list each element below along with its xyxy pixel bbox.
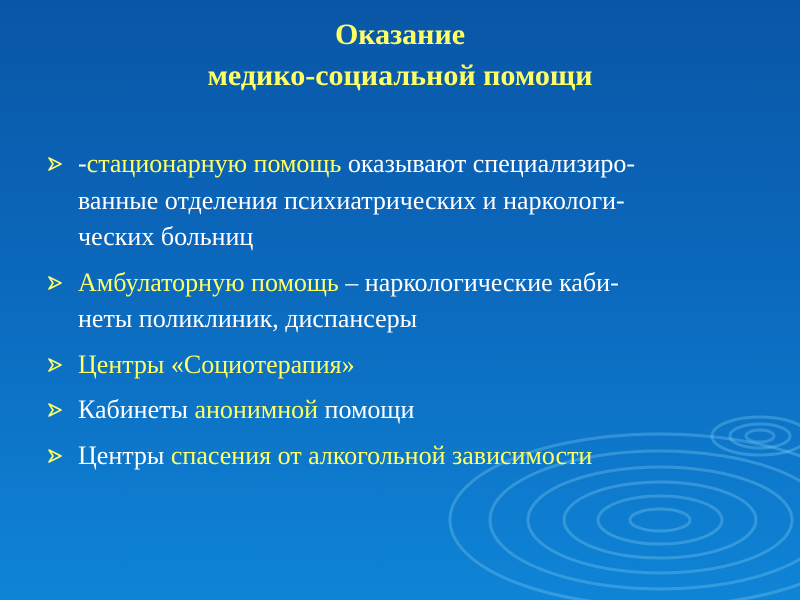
bullet-outpatient-care xyxy=(46,265,746,338)
bullet-text: - xyxy=(78,149,87,178)
slide-title-line-2: медико-социальной помощи xyxy=(207,59,593,92)
bullet-highlight: спасения от алкогольной зависимости xyxy=(170,440,593,470)
bullet-anonymous-offices xyxy=(46,392,746,429)
bullet-highlight: анонимной xyxy=(194,395,319,424)
bullet-line xyxy=(78,347,746,384)
bullet-highlight: стационарную помощь xyxy=(86,149,342,178)
arrowhead-bullet-icon xyxy=(48,449,62,463)
arrowhead-bullet-icon xyxy=(48,157,62,171)
bullet-text: оказывают специализиро- xyxy=(341,149,636,178)
bullet-line: неты поликлиник, диспансеры xyxy=(78,304,418,333)
bullet-inpatient-care xyxy=(46,146,746,256)
bullet-text: Кабинеты xyxy=(78,395,195,424)
bullet-text: Центры xyxy=(78,440,171,470)
bullet-sociotherapy-centers xyxy=(46,347,746,384)
bullet-line xyxy=(78,146,746,183)
bullet-text: – наркологические каби- xyxy=(338,267,619,297)
arrowhead-bullet-icon xyxy=(48,276,62,290)
bullet-line xyxy=(78,265,746,302)
bullet-highlight: Амбулаторную помощь xyxy=(78,267,339,297)
arrowhead-bullet-icon xyxy=(48,403,62,417)
bullet-alcohol-rescue-centers xyxy=(46,438,746,475)
slide-title-line-1: Оказание xyxy=(334,18,466,51)
bullet-list xyxy=(46,146,746,483)
bullet-text: помощи xyxy=(318,395,415,424)
arrowhead-bullet-icon xyxy=(48,358,62,372)
bullet-line xyxy=(78,392,746,429)
bullet-line: ческих больниц xyxy=(78,222,254,251)
bullet-line: ванные отделения психиатрических и наркологи- xyxy=(78,185,625,215)
bullet-highlight: Центры «Социотерапия» xyxy=(78,349,355,379)
bullet-line xyxy=(78,438,746,475)
